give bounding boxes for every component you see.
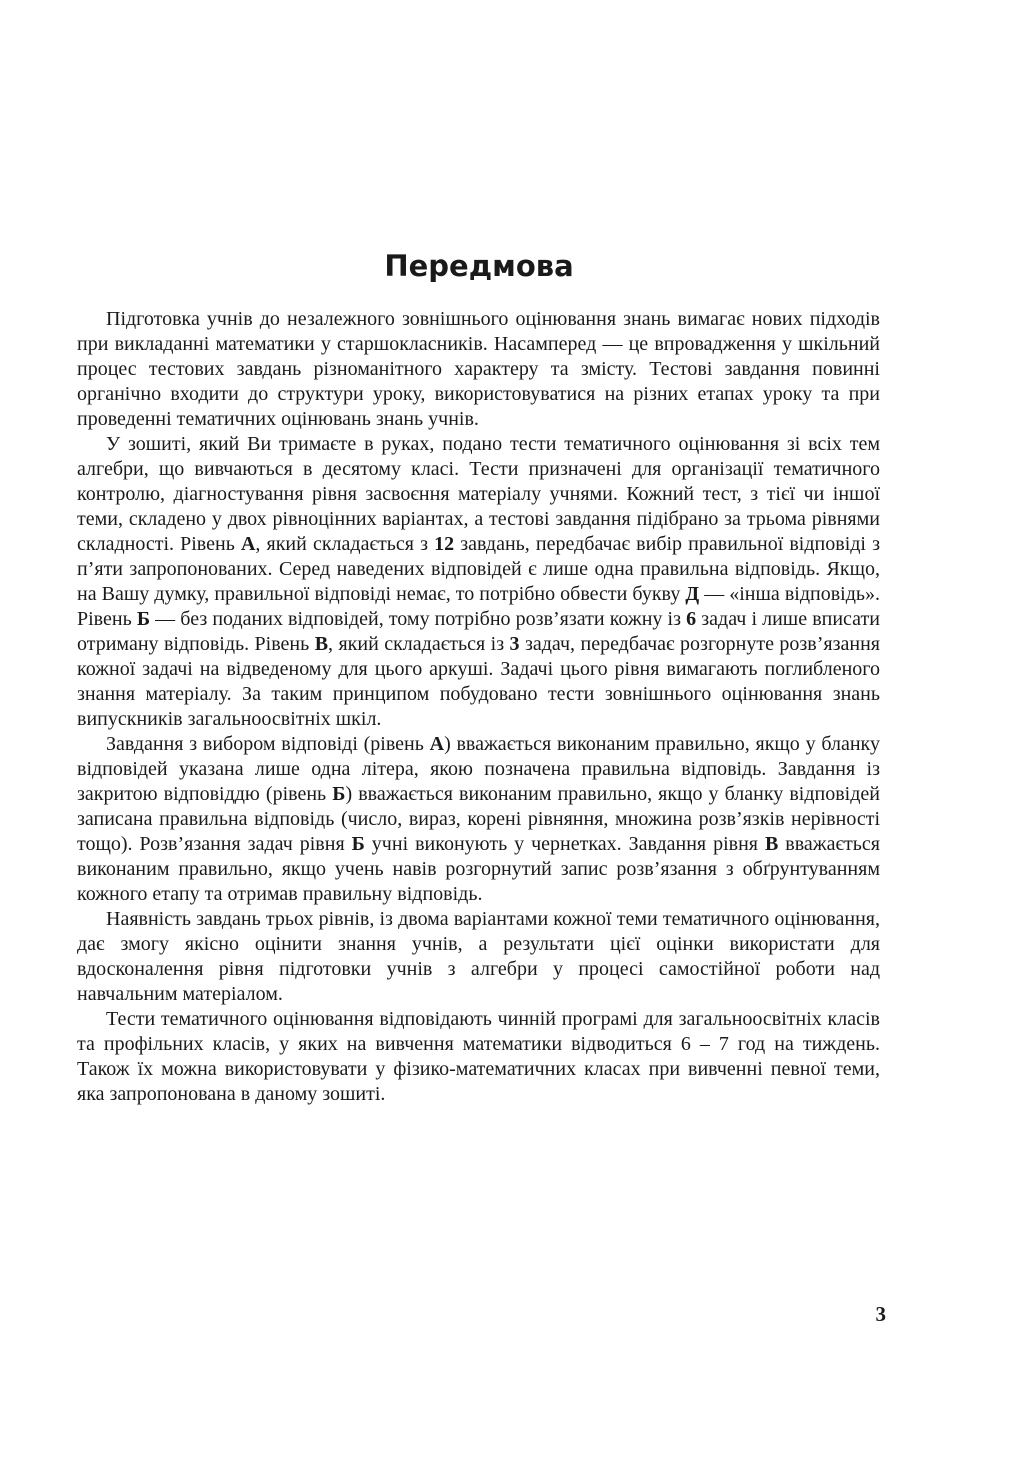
page-title: Передмова [384, 249, 574, 283]
bold-text-run: Б [136, 608, 151, 630]
page-number: 3 [875, 1302, 886, 1326]
text-run: — без поданих відповідей, тому потрібно розв’язати кожну із [150, 608, 687, 630]
text-run: задач і лише вписати отриману відповідь. Рівень [77, 608, 880, 655]
text-run: завдань, передбачає вибір правильної відповіді з п’яти запропонованих. Серед наведених відповідей є лише одна правильна відповідь. Якщо, на Вашу думку, правильної відповіді немає, то потрібно обвести букву [77, 533, 880, 605]
text-run: Наявність завдань трьох рівнів, із двома варіантами кожної теми тематичного оцінювання, дає змогу якісно оцінити знання учнів, а результати цієї оцінки використати для вдосконалення рівня підготовки учнів з алгебри у процесі самостійної роботи над навчальним матеріалом. [77, 908, 880, 1005]
text-run: , який складається із [328, 633, 510, 655]
bold-text-run: В [764, 833, 779, 855]
text-run: учні виконують у чернетках. Завдання рівня [364, 833, 765, 855]
text-run: ) вважається виконаним правильно, якщо у бланку відповідей записана правильна відповідь (число, вираз, корені рівняння, множина розв’язків нерівності тощо). Розв’язання задач рівня [77, 783, 880, 855]
text-run: У зошиті, який Ви тримаєте в руках, подано тести тематичного оцінювання зі всіх тем алгебри, що вивчаються в десятому класі. Тести призначені для організації тематичного контролю, діагностування рівня засвоєння матеріалу учнями. Кожний тест, з тієї чи іншої теми, складено у двох рівноцінних варіантах, а тестові завдання підібрано за трьома рівнями складності. Рівень [77, 433, 880, 555]
bold-text-run: 3 [509, 633, 520, 655]
text-run: — «інша відповідь». Рівень [77, 583, 880, 630]
bold-text-run: Б [332, 783, 346, 805]
text-run: вважається виконаним правильно, якщо учень навів розгорнутий запис розв’язання з обґрунтуванням кожного етапу та отримав правильну відповідь. [77, 833, 880, 905]
bold-text-run: Б [351, 833, 365, 855]
paragraph-3 [77, 732, 880, 907]
text-run: , який складається з [255, 533, 435, 555]
bold-text-run: А [429, 733, 445, 755]
bold-text-run: Д [685, 583, 700, 605]
bold-text-run: А [240, 533, 256, 555]
text-run: Тести тематичного оцінювання відповідають чинній програмі для загальноосвітніх класів та профільних класів, у яких на вивчення математики відводиться 6 – 7 год на тиждень. Також їх можна використовувати у фізико-математичних класах при вивченні певної теми, яка запропонована в даному зошиті. [77, 1008, 880, 1105]
text-run: Підготовка учнів до незалежного зовнішнього оцінювання знань вимагає нових підходів при викладанні математики у старшокласників. Насамперед — це впровадження у шкільний процес тестових завдань різноманітного характеру та змісту. Тестові завдання повинні органічно входити до структури уроку, використовуватися на різних етапах уроку та при проведенні тематичних оцінювань знань учнів. [77, 308, 880, 430]
text-run: ) вважається виконаним правильно, якщо у бланку відповідей указана лише одна літера, якою позначена правильна відповідь. Завдання із закритою відповіддю (рівень [77, 733, 880, 805]
paragraph-4 [77, 907, 880, 1007]
bold-text-run: 12 [434, 533, 455, 555]
bold-text-run: В [314, 633, 329, 655]
text-run: задач, передбачає розгорнуте розв’язання кожної задачі на відведеному для цього аркуші. Задачі цього рівня вимагають поглибленого знання матеріалу. За таким принципом побудовано тести зовнішнього оцінювання знань випускників загальноосвітніх шкіл. [77, 633, 880, 730]
bold-text-run: 6 [686, 608, 697, 630]
paragraph-5 [77, 1007, 880, 1107]
preface-body [77, 307, 880, 1107]
paragraph-2 [77, 432, 880, 732]
paragraph-1 [77, 307, 880, 432]
text-run: Завдання з вибором відповіді (рівень [106, 733, 430, 755]
